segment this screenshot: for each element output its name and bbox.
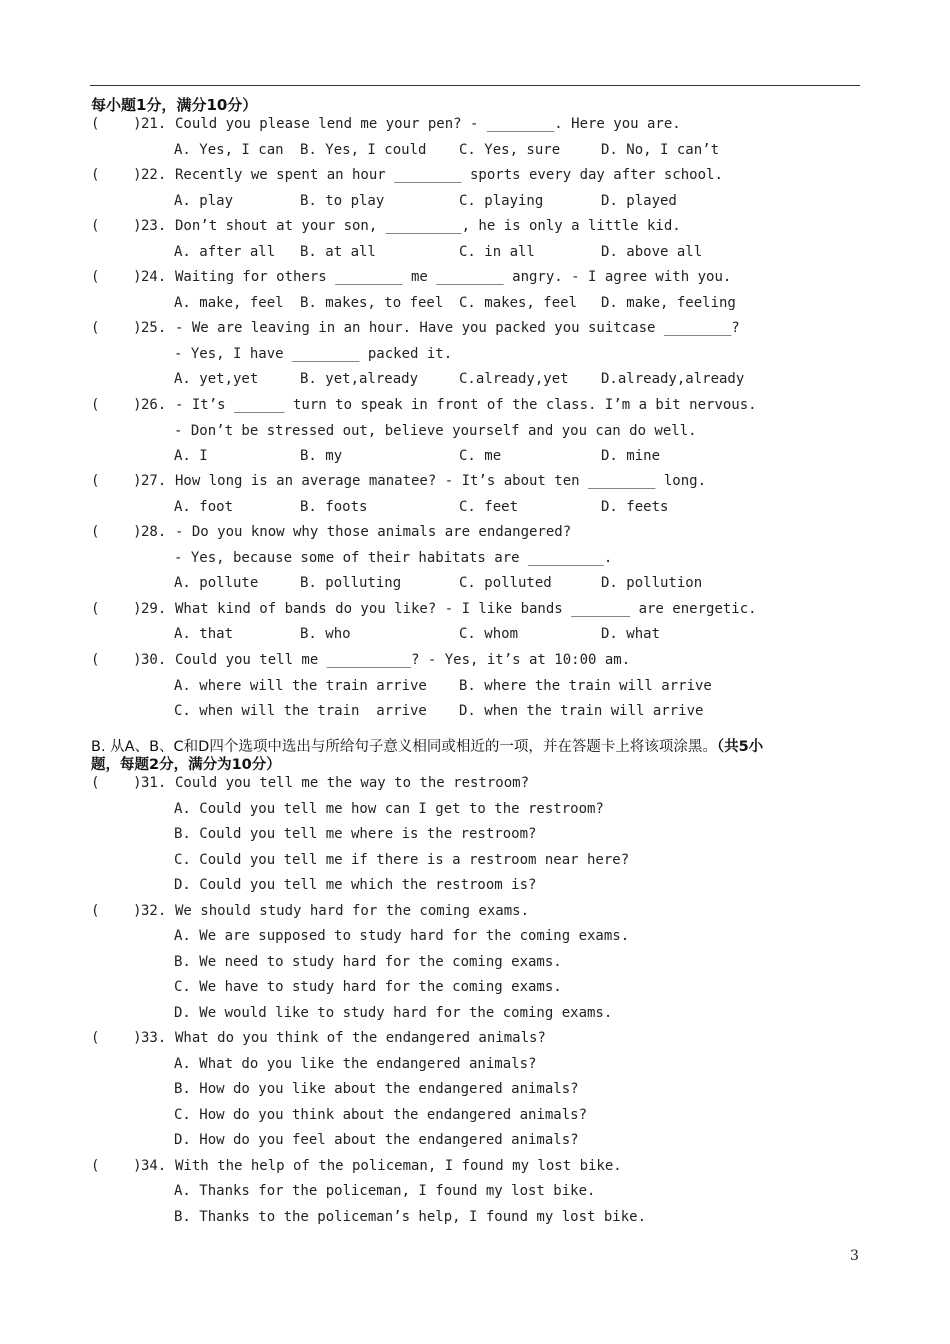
question-text: - Do you know why those animals are endangered? (175, 524, 572, 540)
question-text: - It’s ______ turn to speak in front of the class. I’m a bit nervous. (175, 397, 757, 413)
answer-blank[interactable]: ( ) (91, 218, 142, 234)
question-number: 34. (141, 1158, 167, 1174)
question-number: 24. (141, 269, 167, 285)
option-a: A. Could you tell me how can I get to the restroom? (174, 801, 604, 817)
option-c: C. Yes, sure (459, 142, 561, 158)
question-29 (91, 597, 871, 623)
section-b-score-b: 题，每题2分，满分为10分） (91, 757, 281, 773)
option-b: B. How do you like about the endangered animals? (174, 1081, 579, 1097)
answer-blank[interactable]: ( ) (91, 473, 142, 489)
question-text: How long is an average manatee? - It’s about ten ________ long. (175, 473, 707, 489)
option-b: B. to play (300, 193, 385, 209)
option-c: C. makes, feel (459, 295, 578, 311)
question-24 (91, 265, 871, 291)
question-text-line2: - Yes, I have ________ packed it. (174, 346, 453, 362)
question-21 (91, 112, 871, 138)
question-number: 26. (141, 397, 167, 413)
answer-blank[interactable]: ( ) (91, 397, 142, 413)
question-text: Could you tell me the way to the restroom? (175, 775, 530, 791)
answer-blank[interactable]: ( ) (91, 524, 142, 540)
option-c: C. playing (459, 193, 544, 209)
question-number: 28. (141, 524, 167, 540)
question-number: 21. (141, 116, 167, 132)
option-d: D. mine (601, 448, 661, 464)
question-28 (91, 520, 871, 546)
option-d: D. We would like to study hard for the coming exams. (174, 1005, 613, 1021)
question-34 (91, 1154, 871, 1180)
option-b: B. foots (300, 499, 368, 515)
option-d: D.already,already (601, 371, 745, 387)
question-number: 22. (141, 167, 167, 183)
option-d: D. feets (601, 499, 669, 515)
section-b-text: B. 从A、B、C和D四个选项中选出与所给句子意义相同或相近的一项，并在答题卡上将该项涂黑。 (91, 739, 717, 755)
option-a: A. pollute (174, 575, 259, 591)
option-b: B. We need to study hard for the coming exams. (174, 954, 562, 970)
option-c: C. in all (459, 244, 535, 260)
option-c: C. How do you think about the endangered animals? (174, 1107, 588, 1123)
question-26 (91, 393, 871, 419)
question-text-line2: - Don’t be stressed out, believe yourself and you can do well. (174, 423, 697, 439)
option-c: C. whom (459, 626, 519, 642)
page-number: 3 (850, 1248, 859, 1264)
option-b: B. Could you tell me where is the restroom? (174, 826, 537, 842)
section-b-score-a: （共5小 (716, 739, 764, 755)
option-d: D. No, I can’t (601, 142, 720, 158)
option-d: D. pollution (601, 575, 703, 591)
question-text: Waiting for others ________ me ________ angry. - I agree with you. (175, 269, 732, 285)
option-a: A. Yes, I can (174, 142, 284, 158)
option-c: C. feet (459, 499, 519, 515)
question-number: 23. (141, 218, 167, 234)
answer-blank[interactable]: ( ) (91, 167, 142, 183)
question-31 (91, 771, 871, 797)
option-b: B. my (300, 448, 343, 464)
question-text-line2: - Yes, because some of their habitats are _________. (174, 550, 613, 566)
option-d: D. what (601, 626, 661, 642)
option-d: D. How do you feel about the endangered animals? (174, 1132, 579, 1148)
option-c: C.already,yet (459, 371, 569, 387)
option-d: D. when the train will arrive (459, 703, 704, 719)
section-a-header: 每小题1分，满分10分） (91, 96, 258, 114)
answer-blank[interactable]: ( ) (91, 1030, 142, 1046)
option-c: C. me (459, 448, 502, 464)
option-a: A. We are supposed to study hard for the coming exams. (174, 928, 630, 944)
question-number: 25. (141, 320, 167, 336)
option-b: B. yet,already (300, 371, 419, 387)
option-a: A. where will the train arrive (174, 678, 427, 694)
option-b: B. makes, to feel (300, 295, 444, 311)
answer-blank[interactable]: ( ) (91, 903, 142, 919)
option-d: D. played (601, 193, 677, 209)
option-a: A. make, feel (174, 295, 284, 311)
question-text: - We are leaving in an hour. Have you packed you suitcase ________? (175, 320, 740, 336)
option-c: C. Could you tell me if there is a restroom near here? (174, 852, 630, 868)
question-text: With the help of the policeman, I found my lost bike. (175, 1158, 622, 1174)
question-number: 33. (141, 1030, 167, 1046)
answer-blank[interactable]: ( ) (91, 601, 142, 617)
option-c: C. when will the train arrive (174, 703, 427, 719)
question-number: 30. (141, 652, 167, 668)
section-b-instructions (91, 738, 861, 774)
question-text: Recently we spent an hour ________ sports every day after school. (175, 167, 723, 183)
option-a: A. What do you like the endangered animals? (174, 1056, 537, 1072)
answer-blank[interactable]: ( ) (91, 775, 142, 791)
question-text: Could you tell me __________? - Yes, it’s at 10:00 am. (175, 652, 631, 668)
question-23 (91, 214, 871, 240)
option-d: D. make, feeling (601, 295, 736, 311)
question-30 (91, 648, 871, 674)
option-b: B. Thanks to the policeman’s help, I found my lost bike. (174, 1209, 647, 1225)
option-b: B. Yes, I could (300, 142, 427, 158)
option-d: D. above all (601, 244, 703, 260)
answer-blank[interactable]: ( ) (91, 652, 142, 668)
question-27 (91, 469, 871, 495)
option-b: B. at all (300, 244, 376, 260)
question-number: 27. (141, 473, 167, 489)
question-text: We should study hard for the coming exams. (175, 903, 530, 919)
answer-blank[interactable]: ( ) (91, 116, 142, 132)
option-c: C. polluted (459, 575, 552, 591)
option-a: A. that (174, 626, 234, 642)
answer-blank[interactable]: ( ) (91, 1158, 142, 1174)
question-number: 31. (141, 775, 167, 791)
answer-blank[interactable]: ( ) (91, 269, 142, 285)
question-text: What do you think of the endangered animals? (175, 1030, 546, 1046)
option-a: A. I (174, 448, 208, 464)
question-number: 29. (141, 601, 167, 617)
option-a: A. foot (174, 499, 234, 515)
option-d: D. Could you tell me which the restroom is? (174, 877, 537, 893)
question-text: What kind of bands do you like? - I like bands _______ are energetic. (175, 601, 757, 617)
question-22 (91, 163, 871, 189)
option-a: A. after all (174, 244, 276, 260)
option-b: B. polluting (300, 575, 402, 591)
header-rule (90, 85, 860, 86)
answer-blank[interactable]: ( ) (91, 320, 142, 336)
option-b: B. who (300, 626, 351, 642)
option-c: C. We have to study hard for the coming exams. (174, 979, 562, 995)
question-text: Don’t shout at your son, _________, he is only a little kid. (175, 218, 681, 234)
option-a: A. play (174, 193, 234, 209)
question-33 (91, 1026, 871, 1052)
question-text: Could you please lend me your pen? - ________. Here you are. (175, 116, 681, 132)
question-number: 32. (141, 903, 167, 919)
option-b: B. where the train will arrive (459, 678, 712, 694)
question-25 (91, 316, 871, 342)
question-32 (91, 899, 871, 925)
option-a: A. Thanks for the policeman, I found my lost bike. (174, 1183, 596, 1199)
option-a: A. yet,yet (174, 371, 259, 387)
